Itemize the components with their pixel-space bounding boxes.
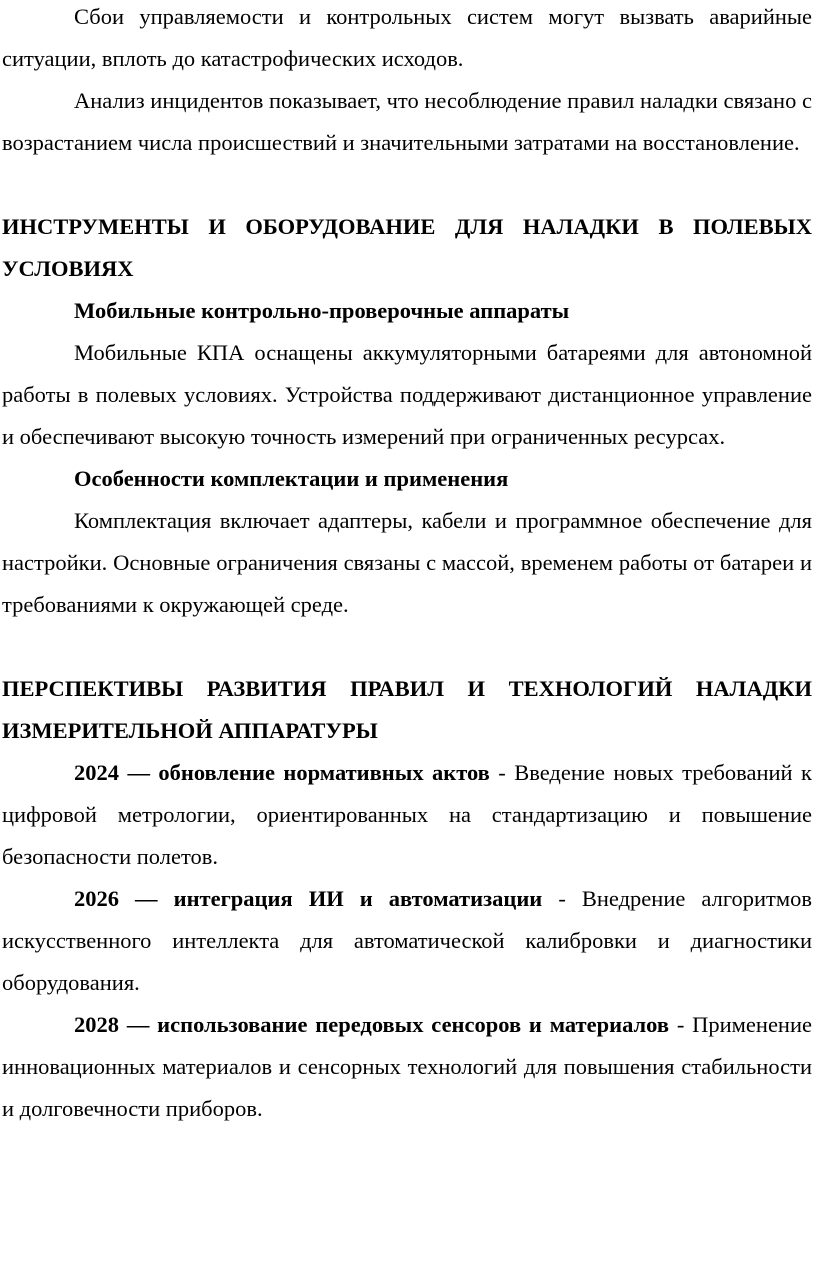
intro-paragraph-2: Анализ инцидентов показывает, что несоблюдение правил наладки связано с возрастанием числа происшествий и значительными затратами на восстановление. [2,88,812,155]
section-1-heading: ИНСТРУМЕНТЫ И ОБОРУДОВАНИЕ ДЛЯ НАЛАДКИ В ПОЛЕВЫХ УСЛОВИЯХ [2,214,812,281]
timeline-item-text: - Введение новых требований к цифровой метрологии, ориентированных на стандартизацию и повышение безопасности полетов. [2,760,812,869]
timeline-item-2028 [2,1004,812,1130]
timeline-item-2026 [2,878,812,1004]
timeline-item-2024 [2,752,812,878]
section-1-subheading-2: Особенности комплектации и применения [74,466,509,491]
timeline-item-title: 2024 — обновление нормативных актов [74,760,490,785]
section-1-paragraph-1: Мобильные КПА оснащены аккумуляторными батареями для автономной работы в полевых условиях. Устройства поддерживают дистанционное управление и обеспечивают высокую точность измерений при ограниченных ресурсах. [2,340,812,449]
timeline-item-title: 2026 — интеграция ИИ и автоматизации [74,886,543,911]
intro-paragraph-1: Сбои управляемости и контрольных систем могут вызвать аварийные ситуации, вплоть до катастрофических исходов. [2,4,812,71]
timeline-item-title: 2028 — использование передовых сенсоров и материалов [74,1012,669,1037]
section-1-subheading-1: Мобильные контрольно-проверочные аппараты [74,298,570,323]
section-2-heading: ПЕРСПЕКТИВЫ РАЗВИТИЯ ПРАВИЛ И ТЕХНОЛОГИЙ НАЛАДКИ ИЗМЕРИТЕЛЬНОЙ АППАРАТУРЫ [2,676,812,743]
section-1-paragraph-2: Комплектация включает адаптеры, кабели и программное обеспечение для настройки. Основные ограничения связаны с массой, временем работы от батареи и требованиями к окружающей среде. [2,508,812,617]
spacer [2,164,812,206]
timeline-item-text: - Внедрение алгоритмов искусственного интеллекта для автоматической калибровки и диагностики оборудования. [2,886,812,995]
timeline-item-text: - Применение инновационных материалов и сенсорных технологий для повышения стабильности и долговечности приборов. [2,1012,813,1121]
spacer [2,626,812,668]
